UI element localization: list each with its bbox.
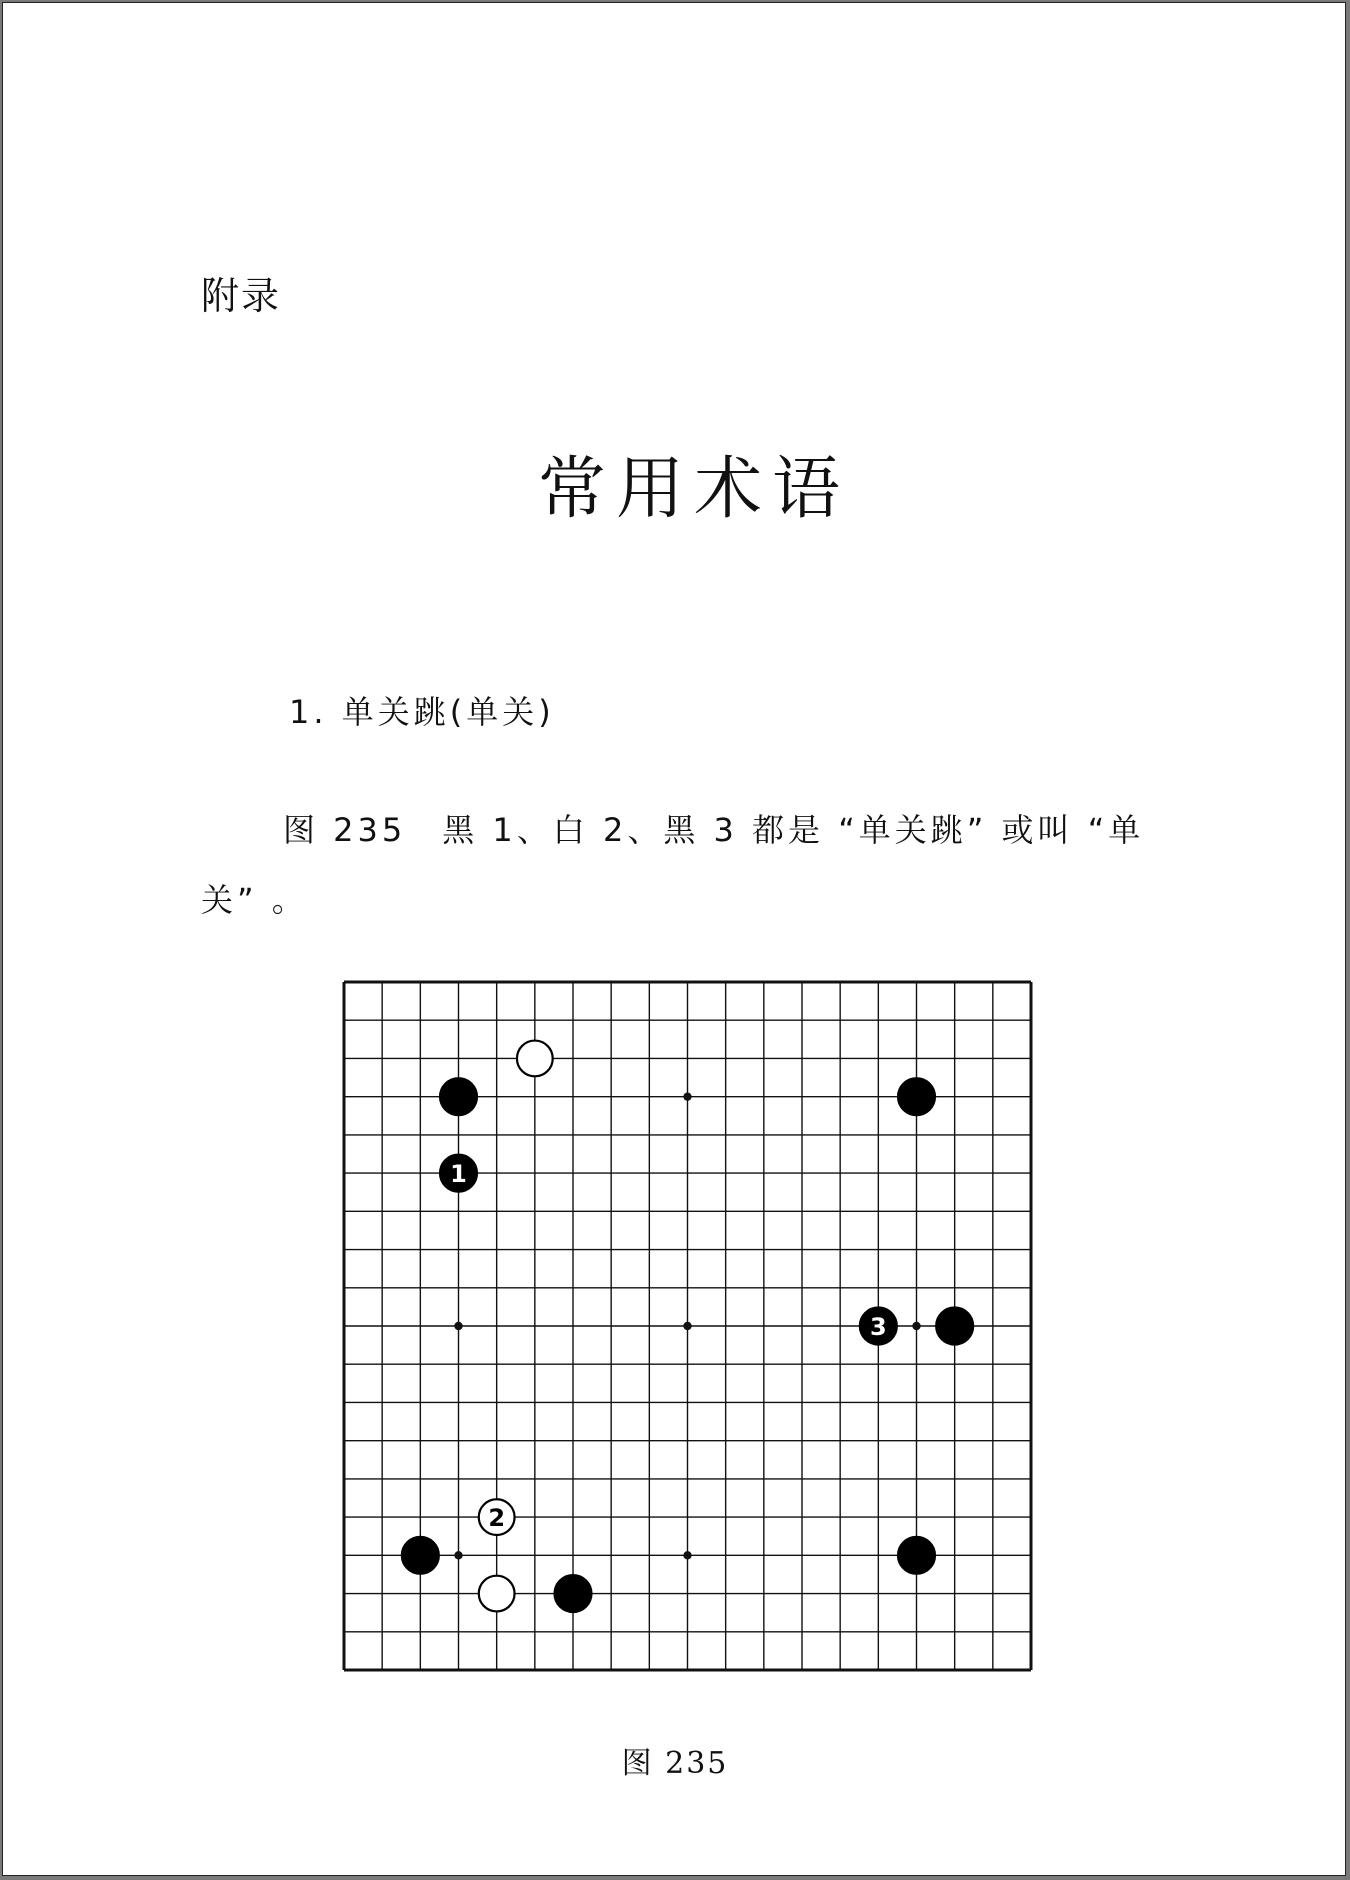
white-stone xyxy=(517,1041,553,1077)
black-stone xyxy=(897,1078,935,1116)
star-point xyxy=(454,1551,462,1559)
black-stone xyxy=(439,1078,477,1116)
body-paragraph: 图 235 黑 1、白 2、黑 3 都是 “单关跳” 或叫 “单关” 。 xyxy=(201,811,1145,919)
black-stone xyxy=(936,1307,974,1345)
appendix-label: 附录 xyxy=(201,274,282,318)
star-point xyxy=(683,1551,691,1559)
star-point xyxy=(912,1322,920,1330)
document-page xyxy=(2,2,1346,1876)
section-heading: 1. 单关跳(单关) xyxy=(289,693,555,731)
figure-caption: 图 235 xyxy=(621,1746,729,1781)
star-point xyxy=(683,1092,691,1100)
black-stone xyxy=(897,1536,935,1574)
go-board xyxy=(341,979,1034,1673)
black-stone xyxy=(554,1574,592,1612)
stone-move-number: 1 xyxy=(450,1160,467,1189)
black-stone xyxy=(401,1536,439,1574)
stone-move-number: 3 xyxy=(869,1313,887,1341)
stone-move-number: 2 xyxy=(488,1504,506,1533)
star-point xyxy=(454,1322,462,1330)
white-stone xyxy=(479,1576,515,1612)
page-title: 常用术语 xyxy=(537,450,850,529)
star-point xyxy=(683,1322,691,1330)
go-board-figure xyxy=(341,979,1034,1673)
